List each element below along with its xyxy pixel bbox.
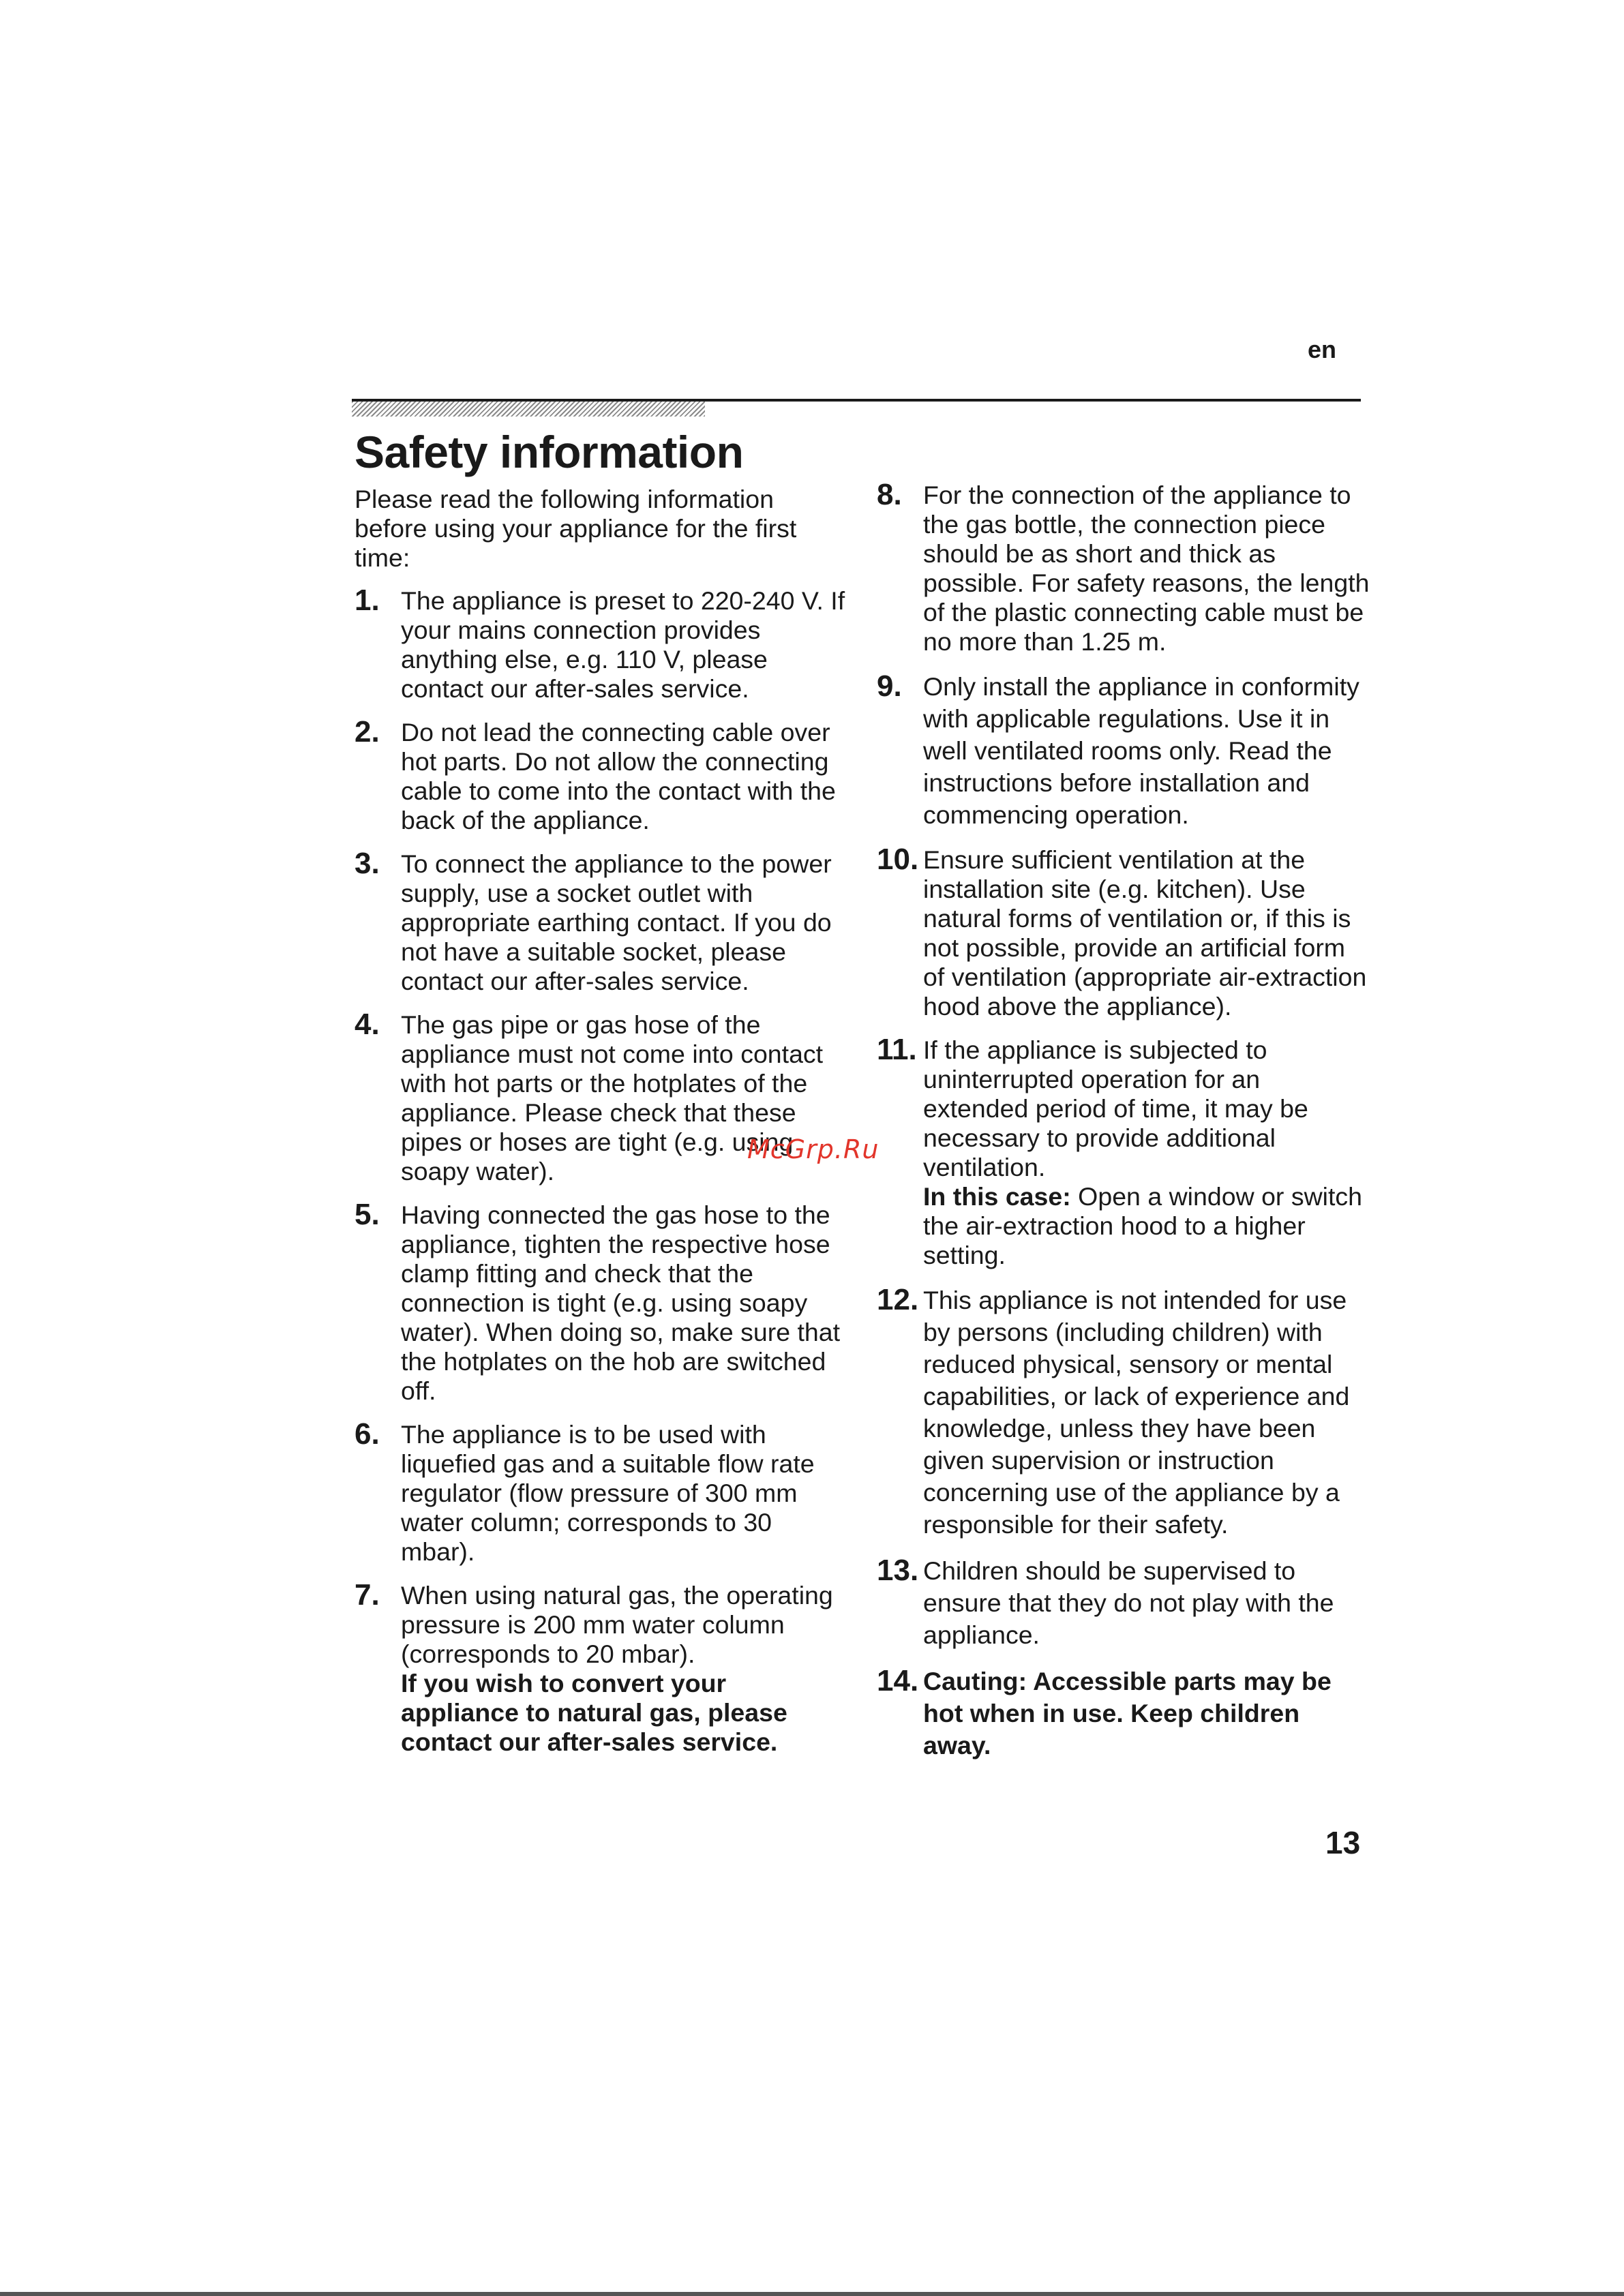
- hatched-bar: [352, 402, 705, 417]
- list-item: [877, 1284, 1371, 1541]
- language-code: en: [1308, 335, 1337, 363]
- left-column: [355, 485, 849, 1771]
- item-number: 12.: [877, 1283, 919, 1316]
- item-text: For the connection of the appliance to the gas bottle, the connection piece should be as short and thick as possible. For safety reasons, the length of the plastic connecting cable must be no more than 1.25 m.: [923, 481, 1370, 656]
- note-label: In this case:: [923, 1182, 1071, 1211]
- item-text: The appliance is to be used with liquefied gas and a suitable flow rate regulator (flow pressure of 300 mm water column; corresponds to 30 mbar).: [401, 1420, 815, 1566]
- item-text: Ensure sufficient ventilation at the installation site (e.g. kitchen). Use natural forms of ventilation or, if this is not possible, provide an artificial form of ventilation (appropriate air-extraction hood above the appliance).: [923, 845, 1367, 1021]
- item-number: 8.: [877, 478, 902, 511]
- list-item: [355, 586, 849, 704]
- item-bold-note: Cauting: Accessible parts may be hot when in use. Keep children away.: [923, 1667, 1332, 1759]
- item-text: The appliance is preset to 220-240 V. If your mains connection provides anything else, e.g. 110 V, please contact our after-sales service.: [401, 586, 845, 703]
- list-item: [355, 1417, 849, 1567]
- item-number: 13.: [877, 1554, 919, 1587]
- item-number: 2.: [355, 715, 380, 749]
- list-item: [877, 1033, 1371, 1270]
- list-item: [877, 1555, 1371, 1651]
- item-text: Do not lead the connecting cable over hot parts. Do not allow the connecting cable to come into the contact with the back of the appliance.: [401, 718, 836, 834]
- list-item: [877, 1665, 1371, 1762]
- item-text: Only install the appliance in conformity with applicable regulations. Use it in well ventilated rooms only. Read the instructions before installation and commencing operation.: [923, 672, 1359, 829]
- item-text: The gas pipe or gas hose of the appliance must not come into contact with hot parts or the hotplates of the appliance. Please check that these pipes or hoses are tight (e.g. using soapy water).: [401, 1010, 824, 1185]
- item-text: This appliance is not intended for use by persons (including children) with reduced physical, sensory or mental capabilities, or lack of experience and knowledge, unless they have been given supervision or instruction concerning use of the appliance by a responsible for their safety.: [923, 1286, 1350, 1539]
- item-number: 1.: [355, 584, 380, 617]
- item-number: 10.: [877, 843, 919, 876]
- item-text: Having connected the gas hose to the appliance, tighten the respective hose clamp fitting and check that the connection is tight (e.g. using soapy water). When doing so, make sure that the hotplates on the hob are switched off.: [401, 1200, 841, 1405]
- item-number: 4.: [355, 1008, 380, 1041]
- item-number: 7.: [355, 1578, 380, 1612]
- intro-text: Please read the following information before using your appliance for the first time:: [355, 485, 797, 572]
- list-item: [355, 849, 849, 996]
- item-number: 11.: [877, 1033, 917, 1066]
- list-item: [877, 671, 1371, 831]
- scan-edge: [0, 2292, 1624, 2296]
- item-text: Children should be supervised to ensure that they do not play with the appliance.: [923, 1556, 1334, 1649]
- page-number: 13: [1325, 1825, 1361, 1860]
- list-item: [355, 1578, 849, 1757]
- item-number: 5.: [355, 1198, 380, 1231]
- list-item: [355, 715, 849, 835]
- item-bold-note: If you wish to convert your appliance to natural gas, please contact our after-sales service.: [401, 1669, 787, 1756]
- watermark: McGrp.Ru: [747, 1134, 879, 1164]
- item-text: To connect the appliance to the power supply, use a socket outlet with appropriate earthing contact. If you do not have a suitable socket, please contact our after-sales service.: [401, 849, 832, 995]
- item-note: [923, 1182, 1371, 1270]
- item-number: 6.: [355, 1417, 380, 1451]
- item-text: If the appliance is subjected to uninterrupted operation for an extended period of time, it may be necessary to provide additional ventilation.: [923, 1036, 1308, 1181]
- list-item: [877, 478, 1371, 656]
- item-number: 14.: [877, 1664, 919, 1697]
- list-item: [355, 1200, 849, 1406]
- note-text: Open a window or switch the air-extraction hood to a higher setting.: [923, 1182, 1363, 1269]
- item-text: When using natural gas, the operating pressure is 200 mm water column (corresponds to 20 mbar).: [401, 1581, 833, 1668]
- right-column: [877, 478, 1371, 1776]
- list-item: [877, 845, 1371, 1021]
- item-number: 3.: [355, 847, 380, 880]
- item-number: 9.: [877, 669, 902, 703]
- page-title: Safety information: [355, 427, 744, 477]
